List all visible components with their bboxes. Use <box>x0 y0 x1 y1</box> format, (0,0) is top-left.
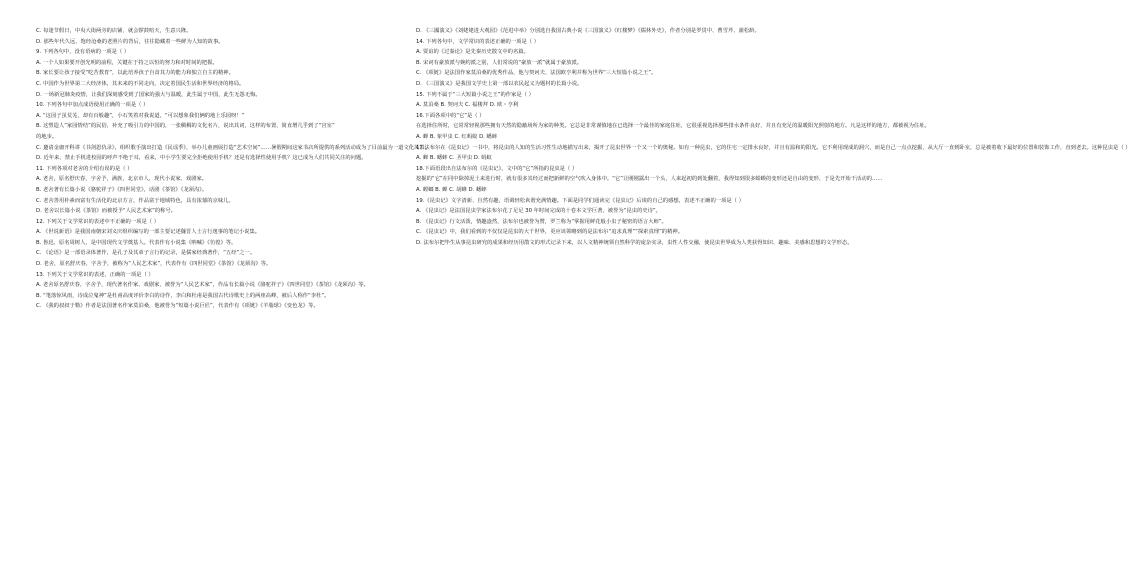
option-line: A. 莫泊桑 B. 契诃夫 C. 福楼拜 D. 欧・亨利 <box>416 102 519 109</box>
question-stem: 14. 下列各句中，文学常识的表述正确的一项是（ ） <box>416 38 540 45</box>
option-line: D. 《三国演义》是我国文学史上第一部以农民起义为题材的长篇小说。 <box>416 80 583 87</box>
option-line: B. 家长要让孩子接受“吃苦教育”，以此培养孩子自食其力的能力和独立自主的精神。 <box>36 70 234 77</box>
option-line: C. 每逢节假日，中央大街两旁的店铺，就会锣鼓喧天，生意兴隆。 <box>36 28 192 34</box>
option-line: C. 老舍善用朴素而富有生活化的北京方言，作品富于地域特色，具有浓郁的京味儿。 <box>36 197 234 204</box>
option-line: A. 蝉 B. 蟋蟀 C. 圣甲虫 D. 蚂蚁 <box>416 155 492 162</box>
question-stem: 11. 下列各项对老舍的介绍有误的是（ ） <box>36 165 133 172</box>
option-line: B. “笔落惊风雨，诗成泣鬼神”是杜甫高度评价李白的诗作，李白和杜甫是我国古代诗歌史上的两座高峰，被后人称作“李杜”。 <box>36 292 330 299</box>
option-line: B. 鲁迅，原名周树人，是中国现代文学奠基人。代表作有小说集《呐喊》《彷徨》等。 <box>36 239 237 246</box>
option-line: A. 《昆虫记》是法国昆虫学家法布尔花了足足 30 年时间完成的十卷本文学巨著，被誉为“昆虫的史诗”。 <box>416 208 661 215</box>
passage-text: 挖掘的“它”在同中除掉泥土来进行时，就有很多其经过而把新鲜的空气吹入身体中。“它”让刚刚露出一个头，人来起初的到处翻着，我得知到很多蛤蟆的变形还是自由的变形，于是先开始干活动的…… <box>416 176 883 183</box>
option-line: D. 那些年代久远、饱经沧桑的老照片的背后，往往隐藏着一些鲜为人知的故事。 <box>36 38 224 45</box>
question-stem: 19.《昆虫记》文字清新、自然有趣，语调轻松诙谐充满情趣。下面是同学们通读完《昆虫记》后谈的自己的感想，表述不正确的一项是（ ） <box>416 197 744 204</box>
option-line: C. 《我的叔叔于勒》作者是法国著名作家莫泊桑，他被誉为“短篇小说巨匠”，代表作有《项链》《羊脂球》《变色龙》等。 <box>36 303 319 310</box>
option-line: D. 法布尔把毕生从事昆虫研究的成果和经历用散文的形式记录下来，以人文精神统领自然科学的庞杂实录，虫性人性交融，使昆虫世界成为人类获得知识、趣味、美感和思想的文学形态。 <box>416 239 853 246</box>
question-stem: 17.法布尔在《昆虫记》一书中，将昆虫的人知的生活习性生动地描写出来，揭开了昆虫世界一个又一个的奥秘。如有一种昆虫，它的住宅一定排水良好，并且有温和的阳光。它不利用现成的洞穴，而是自己一点点挖掘，从大厅一直到卧室，总是被着收下最好的位置和装饰工作，直到老去。这种昆虫是（ ） <box>416 144 1131 151</box>
option-line: C. 中国作为世界第二大经济体，其未来的不同走向，决定着国民生活和世界经济的格局。 <box>36 80 245 87</box>
option-line: A. 蝉 B. 象甲虫 C. 红蚂蚁 D. 蟋蟀 <box>416 133 498 140</box>
option-line: A. 《世说新语》是我国南朝宋刘义庆组织编写的一部主要记述魏晋人士言行逸事的笔记小说集。 <box>36 229 261 236</box>
option-line: A. 老舍，原名舒庆春，字舍予，满族，北京市人，现代小说家、戏剧家。 <box>36 176 208 183</box>
question-stem: 9. 下列各句中，没有语病的一项是（ ） <box>36 49 130 56</box>
option-line: D. 近年来，禁止手机进校园的呼声不绝于耳，看来，中小学生要完全拒绝使用手机？还是有选择性使用手机？这已成为人们共同关注的问题。 <box>36 155 367 162</box>
option-line: D. 老舍以长篇小说《茶馆》而被授予“人民艺术家”的称号。 <box>36 208 177 215</box>
option-line: C. 邀请金庸开科讲《书剑恩仇录》，组织歌手演出打造《民谣季》，举办儿童画展打造“艺术空间”……暑假期间这家书店所提供的系列活动成为了目前最为一道文化风景。 <box>36 144 430 151</box>
option-line: B. 老舍著有长篇小说《骆驼祥子》《四世同堂》，话剧《茶馆》《龙须沟》。 <box>36 186 208 193</box>
question-stem: 15. 下列不属于“三大短篇小说之王”的作家是（ ） <box>416 91 534 98</box>
option-line: C. 《昆虫记》中，我们看到的不仅仅是昆虫的大千世界，更应该领略到的是法布尔“追求真理”“探索真理”的精神。 <box>416 229 683 236</box>
option-line: A. “这园子虽荒芜，却有百般趣”，小石笑着对我说道，“可以想象我们俩的地上乐园呀！” <box>36 112 245 119</box>
passage-text: 在选择住所时，它常常轻视那些拥有天然的隐蔽场所为家的种类。它总是非常谨慎地在已选择一个最佳的家庭住址，它很重视选择那些排水条件良好，并且有充足的温暖阳光照射的地方。凡是这样的地方，都被视为住址。 <box>416 123 930 130</box>
question-stem: 12. 下列关于文学常识的表述中不正确的一项是（ ） <box>36 218 160 225</box>
option-line: A. 一个人如果要开创光明的前程，关键在于持之以恒的努力和对时间的把握。 <box>36 59 218 66</box>
question-stem: 18.下面语段出自法布尔的《昆虫记》，文中的“它”所指的昆虫是（ ） <box>416 165 578 172</box>
option-line: D. 老舍，原名舒庆春，字舍予，被称为“人民艺术家”，代表作有《四世同堂》《茶馆》《龙须沟》等。 <box>36 261 272 268</box>
right-column <box>416 26 1131 248</box>
option-line: C. 《项链》是法国作家莫泊桑的优秀作品，他与契诃夫、法国欧亨利并称为世界“三大短篇小说之王”。 <box>416 70 657 77</box>
option-line: C. 《论语》是一部语录体著作，是孔子及其弟子言行的记录，是儒家经典著作，“五经”之一。 <box>36 250 256 257</box>
option-line: 的地步。 <box>36 133 58 140</box>
option-line: D. 一场新冠肺炎疫情，让我们深刻感受到了国家的强大与温暖，此生属于中国，此生无怨无悔。 <box>36 91 261 98</box>
question-stem: 10. 下列各句中加点成语使用正确的一项是（ ） <box>36 102 149 109</box>
option-line: A. 老舍原名舒庆春，字舍予，现代著名作家、戏剧家，被誉为“人民艺术家”，作品有长篇小说《骆驼祥子》《四世同堂》《茶馆》《龙须沟》等。 <box>36 282 369 289</box>
option-line: A. 螳螂 B. 蝉 C. 胡蜂 D. 蟋蟀 <box>416 186 487 193</box>
question-stem: 16.下面各项中的“它”是（ ） <box>416 112 485 119</box>
option-line: B. 这塑造人“家园情结”的民俗，补充了吸引力的中国的，一张稠稠的文化名片，说出其词，这样的布置，简直增几乎到了“宫室” <box>36 123 335 130</box>
option-line: B. 宋词有豪放派与婉约派之别，人们常说的“豪放一派”就属于豪放派。 <box>416 59 583 66</box>
option-line: B. 《昆虫记》行文活泼，情趣盎然，法布尔也被誉为赞，罗兰称为“掌握用鲜花般小虫子秘密的语言大师”。 <box>416 218 667 225</box>
question-stem: 13. 下列关于文学常识的表述，正确的一项是（ ） <box>36 271 154 278</box>
option-line: D. 《三國演义》《刘姥姥进大观园》《范进中举》分别选自我国古典小说《三国演义》《红楼梦》《儒林外史》，作者分别是罗贯中、曹雪芹、蒲松龄。 <box>416 28 760 34</box>
option-line: A. 贾谊的《过秦论》是先秦历史散文中的名篇。 <box>416 49 529 56</box>
left-column <box>36 26 430 312</box>
